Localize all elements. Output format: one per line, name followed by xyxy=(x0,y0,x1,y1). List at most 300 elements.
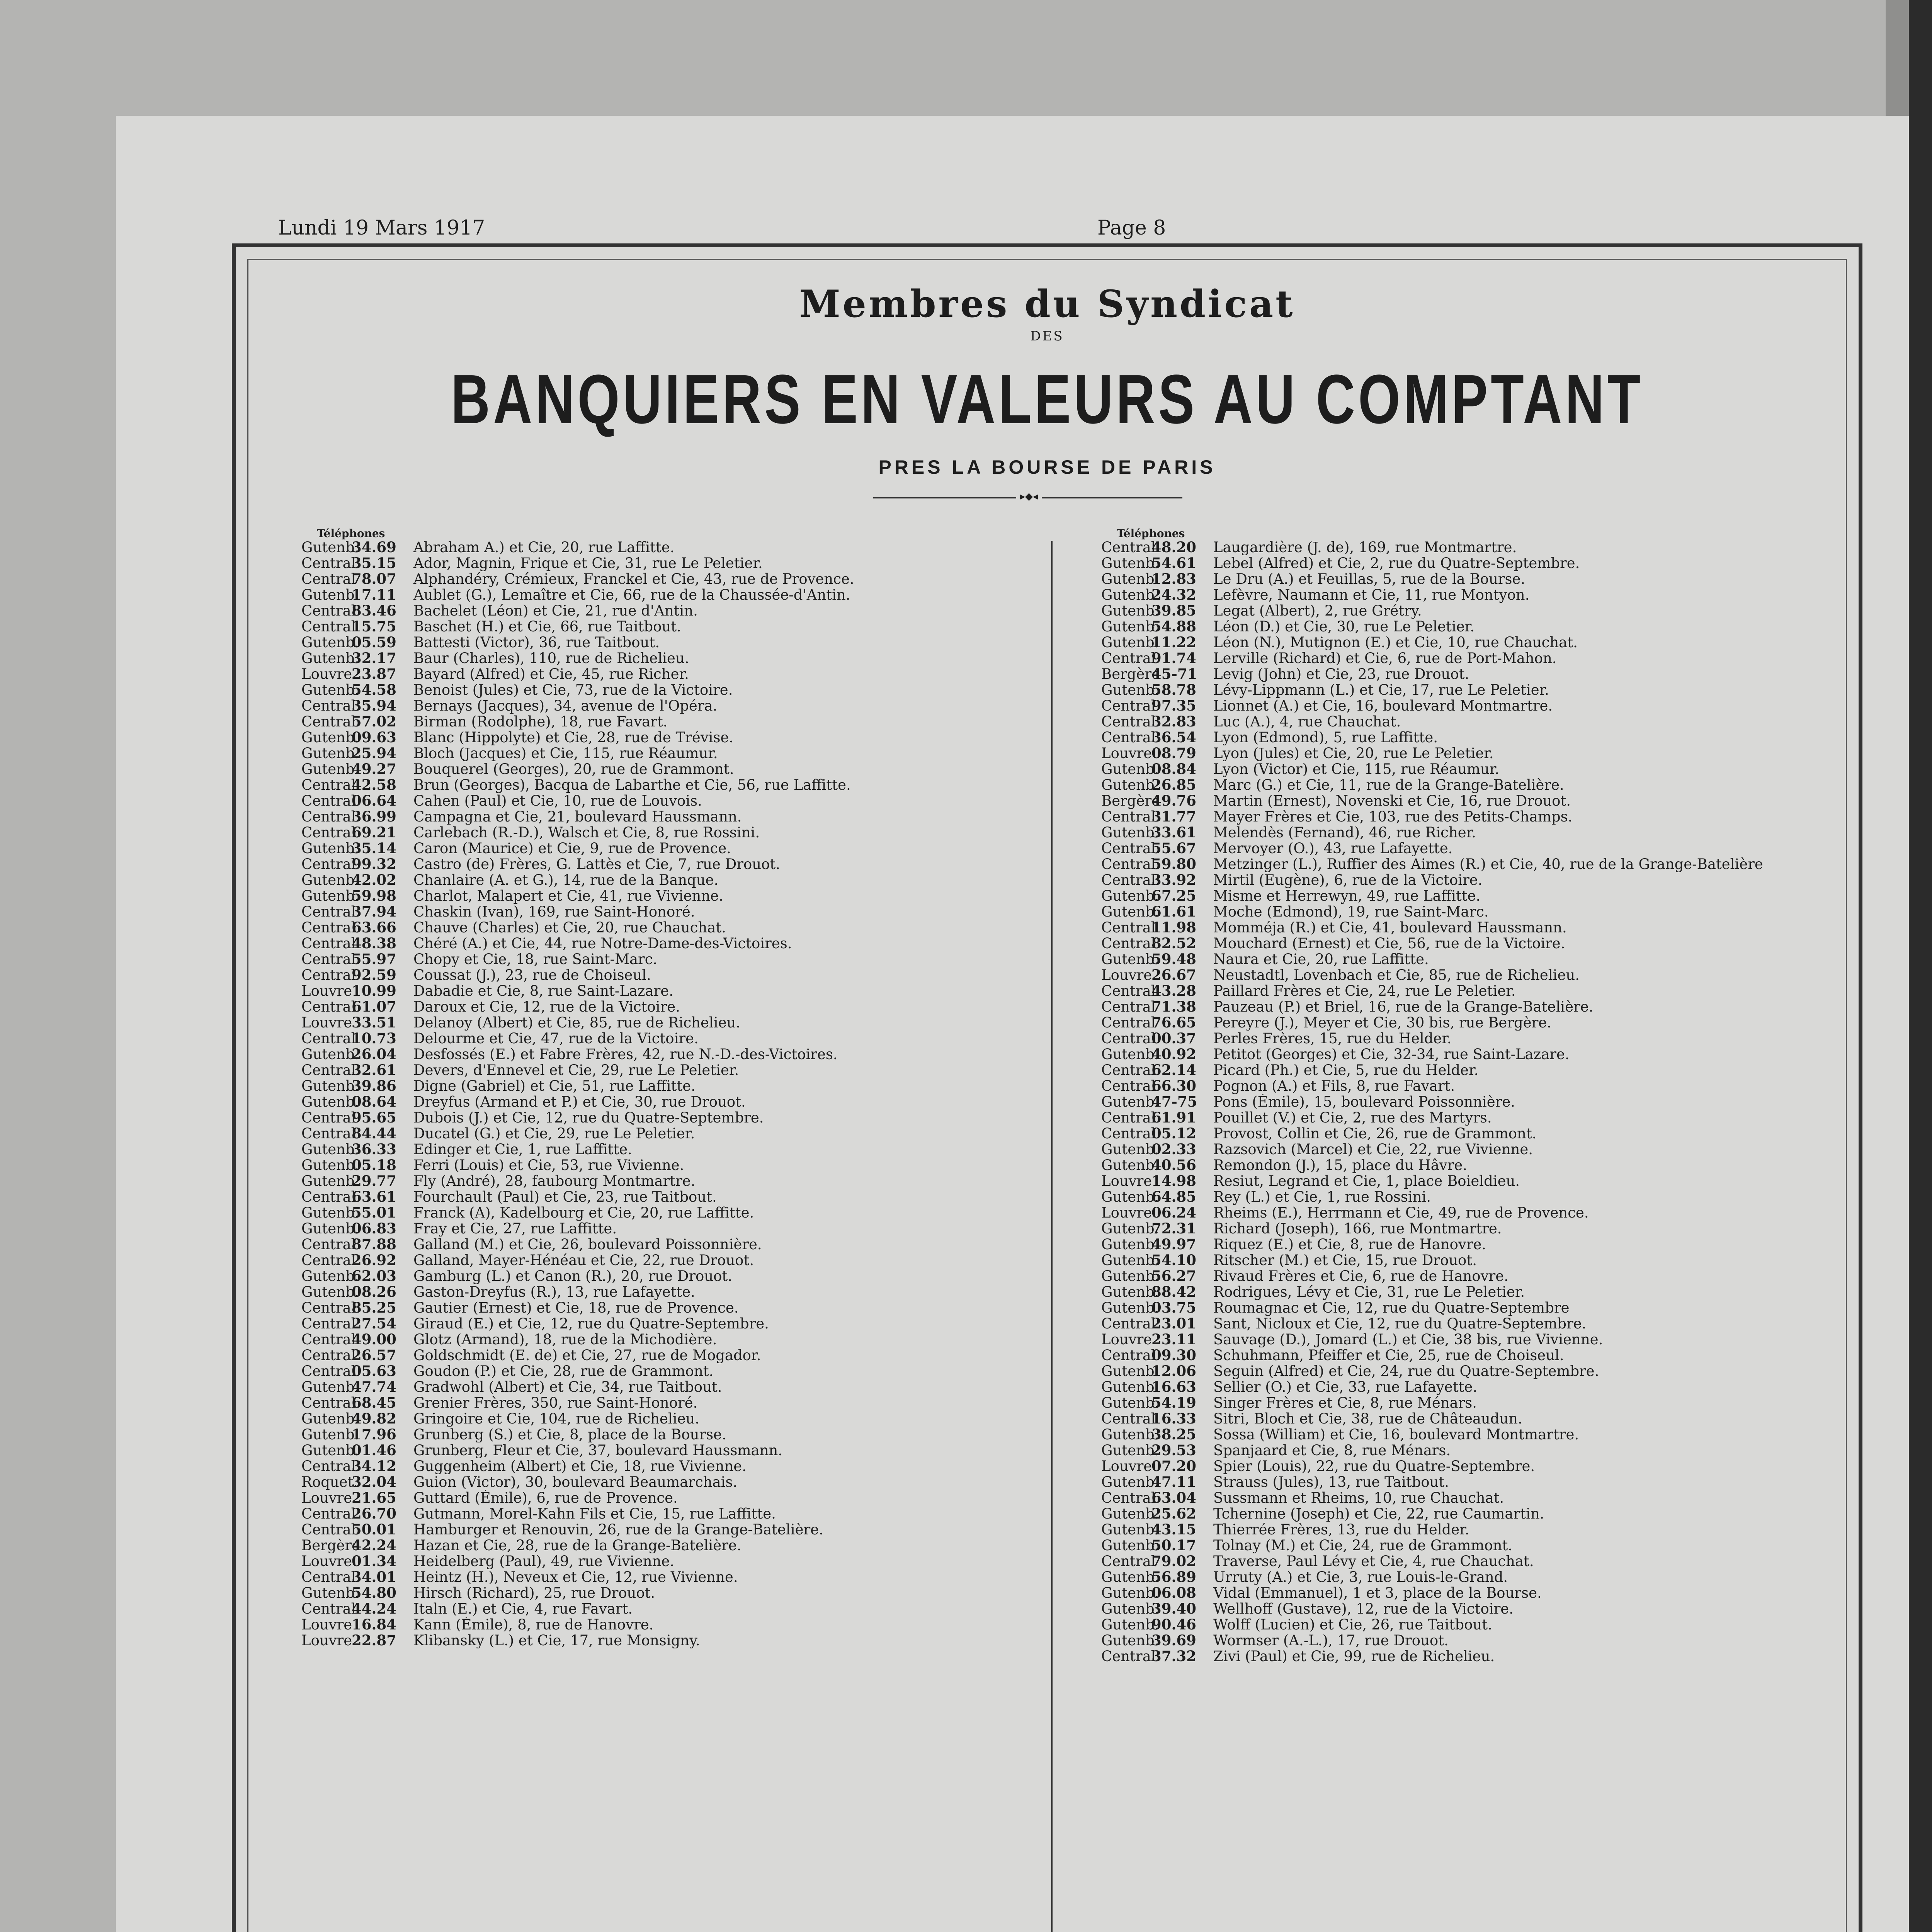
member-row xyxy=(301,619,1036,634)
member-row xyxy=(301,1474,1036,1490)
member-name: Sauvage (D.), Jomard (L.) et Cie, 38 bis, rue Vivienne. xyxy=(1213,1332,1603,1347)
member-exchange: Gutenb. xyxy=(1101,1157,1159,1173)
member-exchange: Bergère xyxy=(1101,666,1160,682)
member-name: Baur (Charles), 110, rue de Richelieu. xyxy=(413,650,689,666)
member-exchange: Gutenb. xyxy=(301,1205,359,1221)
member-phone: 49.27 xyxy=(352,761,396,777)
member-row xyxy=(301,1078,1036,1094)
member-phone: 40.92 xyxy=(1151,1046,1196,1062)
member-name: Fourchault (Paul) et Cie, 23, rue Taitbout. xyxy=(413,1189,717,1205)
member-phone: 78.07 xyxy=(352,571,396,587)
member-name: Seguin (Alfred) et Cie, 24, rue du Quatre-Septembre. xyxy=(1213,1363,1599,1379)
telephones-label-right: Téléphones xyxy=(1117,527,1185,540)
member-phone: 03.75 xyxy=(1151,1300,1196,1316)
member-phone: 58.78 xyxy=(1151,682,1196,698)
member-phone: 54.80 xyxy=(352,1585,396,1601)
member-name: Tolnay (M.) et Cie, 24, rue de Grammont. xyxy=(1213,1537,1513,1553)
member-phone: 49.76 xyxy=(1151,793,1196,809)
member-row xyxy=(301,539,1036,555)
member-row xyxy=(1101,730,1835,745)
member-name: Mirtil (Eugène), 6, rue de la Victoire. xyxy=(1213,872,1483,888)
member-name: Vidal (Emmanuel), 1 et 3, place de la Bourse. xyxy=(1213,1585,1542,1601)
member-name: Neustadtl, Lovenbach et Cie, 85, rue de Richelieu. xyxy=(1213,967,1580,983)
member-row xyxy=(301,872,1036,888)
member-name: Lyon (Victor) et Cie, 115, rue Réaumur. xyxy=(1213,761,1500,777)
member-row xyxy=(1101,1411,1835,1427)
member-name: Giraud (E.) et Cie, 12, rue du Quatre-Septembre. xyxy=(413,1316,769,1332)
member-phone: 43.15 xyxy=(1151,1522,1196,1537)
member-row xyxy=(301,1126,1036,1141)
member-name: Ducatel (G.) et Cie, 29, rue Le Peletier. xyxy=(413,1126,695,1141)
member-phone: 97.35 xyxy=(1151,698,1196,714)
member-row xyxy=(301,1094,1036,1110)
newspaper-page xyxy=(116,116,1909,1932)
member-phone: 08.79 xyxy=(1151,745,1196,761)
member-name: Zivi (Paul) et Cie, 99, rue de Richelieu. xyxy=(1213,1648,1495,1664)
member-exchange: Central xyxy=(1101,1015,1156,1031)
member-exchange: Central xyxy=(301,1601,356,1617)
member-phone: 37.32 xyxy=(1151,1648,1196,1664)
member-exchange: Gutenb. xyxy=(1101,1046,1159,1062)
member-row xyxy=(1101,1157,1835,1173)
member-name: Galland, Mayer-Hénéau et Cie, 22, rue Drouot. xyxy=(413,1252,754,1268)
member-exchange: Central xyxy=(1101,1062,1156,1078)
member-exchange: Central xyxy=(1101,1411,1156,1427)
member-phone: 56.27 xyxy=(1151,1268,1196,1284)
member-name: Hirsch (Richard), 25, rue Drouot. xyxy=(413,1585,655,1601)
member-row xyxy=(1101,603,1835,619)
member-name: Lyon (Edmond), 5, rue Laffitte. xyxy=(1213,730,1438,745)
member-phone: 33.61 xyxy=(1151,825,1196,840)
member-name: Goldschmidt (E. de) et Cie, 27, rue de Mogador. xyxy=(413,1347,761,1363)
member-phone: 24.32 xyxy=(1151,587,1196,603)
member-name: Rey (L.) et Cie, 1, rue Rossini. xyxy=(1213,1189,1431,1205)
member-phone: 33.92 xyxy=(1151,872,1196,888)
member-phone: 39.85 xyxy=(1151,603,1196,619)
member-row xyxy=(1101,1442,1835,1458)
members-column-left xyxy=(301,526,1036,1648)
member-row xyxy=(1101,634,1835,650)
member-name: Lebel (Alfred) et Cie, 2, rue du Quatre-Septembre. xyxy=(1213,555,1580,571)
title-ornament xyxy=(873,491,1182,502)
member-phone: 14.98 xyxy=(1151,1173,1196,1189)
member-phone: 54.19 xyxy=(1151,1395,1196,1411)
member-exchange: Gutenb. xyxy=(301,1173,359,1189)
member-exchange: Central xyxy=(1101,1031,1156,1046)
member-exchange: Central xyxy=(301,856,356,872)
member-exchange: Gutenb. xyxy=(1101,1363,1159,1379)
member-row xyxy=(301,761,1036,777)
member-row xyxy=(1101,1110,1835,1126)
member-row xyxy=(1101,1395,1835,1411)
member-row xyxy=(301,1395,1036,1411)
member-name: Bachelet (Léon) et Cie, 21, rue d'Antin. xyxy=(413,603,698,619)
member-name: Guttard (Émile), 6, rue de Provence. xyxy=(413,1490,678,1506)
member-exchange: Central xyxy=(1101,1648,1156,1664)
member-exchange: Louvre xyxy=(301,1553,352,1569)
member-name: Hazan et Cie, 28, rue de la Grange-Batelière. xyxy=(413,1537,742,1553)
member-exchange: Gutenb. xyxy=(1101,619,1159,634)
member-phone: 47.11 xyxy=(1151,1474,1196,1490)
member-name: Italn (E.) et Cie, 4, rue Favart. xyxy=(413,1601,633,1617)
member-exchange: Central xyxy=(1101,730,1156,745)
member-name: Dubois (J.) et Cie, 12, rue du Quatre-Septembre. xyxy=(413,1110,764,1126)
member-exchange: Central xyxy=(301,809,356,825)
member-phone: 82.52 xyxy=(1151,935,1196,951)
member-phone: 99.32 xyxy=(352,856,396,872)
member-row xyxy=(301,634,1036,650)
member-row xyxy=(1101,888,1835,904)
member-exchange: Gutenb. xyxy=(1101,1522,1159,1537)
member-phone: 62.03 xyxy=(352,1268,396,1284)
member-name: Moche (Edmond), 19, rue Saint-Marc. xyxy=(1213,904,1489,920)
member-row xyxy=(301,1490,1036,1506)
member-exchange: Gutenb. xyxy=(1101,1506,1159,1522)
member-name: Daroux et Cie, 12, rue de la Victoire. xyxy=(413,999,680,1015)
member-name: Chaskin (Ivan), 169, rue Saint-Honoré. xyxy=(413,904,695,920)
member-row xyxy=(301,1411,1036,1427)
member-name: Urruty (A.) et Cie, 3, rue Louis-le-Grand. xyxy=(1213,1569,1508,1585)
member-row xyxy=(1101,650,1835,666)
member-exchange: Central xyxy=(301,571,356,587)
member-exchange: Central xyxy=(301,951,356,967)
member-phone: 50.17 xyxy=(1151,1537,1196,1553)
member-name: Léon (N.), Mutignon (E.) et Cie, 10, rue Chauchat. xyxy=(1213,634,1578,650)
member-exchange: Central xyxy=(1101,1078,1156,1094)
member-row xyxy=(1101,1062,1835,1078)
member-phone: 26.92 xyxy=(352,1252,396,1268)
member-row xyxy=(1101,1458,1835,1474)
member-name: Gautier (Ernest) et Cie, 18, rue de Provence. xyxy=(413,1300,739,1316)
member-name: Spier (Louis), 22, rue du Quatre-Septembre. xyxy=(1213,1458,1535,1474)
member-row xyxy=(1101,682,1835,698)
member-row xyxy=(1101,1126,1835,1141)
member-row xyxy=(301,1506,1036,1522)
telephones-label-left: Téléphones xyxy=(317,527,385,540)
member-exchange: Central xyxy=(301,793,356,809)
member-phone: 68.45 xyxy=(352,1395,396,1411)
member-name: Léon (D.) et Cie, 30, rue Le Peletier. xyxy=(1213,619,1475,634)
member-exchange: Gutenb. xyxy=(1101,1236,1159,1252)
member-name: Levig (John) et Cie, 23, rue Drouot. xyxy=(1213,666,1469,682)
member-exchange: Central xyxy=(301,1062,356,1078)
member-phone: 12.06 xyxy=(1151,1363,1196,1379)
member-exchange: Central xyxy=(301,1347,356,1363)
member-name: Aublet (G.), Lemaître et Cie, 66, rue de la Chaussée-d'Antin. xyxy=(413,587,850,603)
member-exchange: Central xyxy=(301,904,356,920)
member-row xyxy=(301,1015,1036,1031)
member-exchange: Gutenb. xyxy=(1101,1221,1159,1236)
member-row xyxy=(301,1189,1036,1205)
member-exchange: Gutenb. xyxy=(301,1284,359,1300)
member-name: Battesti (Victor), 36, rue Taitbout. xyxy=(413,634,660,650)
member-phone: 88.42 xyxy=(1151,1284,1196,1300)
member-name: Rivaud Frères et Cie, 6, rue de Hanovre. xyxy=(1213,1268,1509,1284)
member-name: Alphandéry, Crémieux, Franckel et Cie, 43, rue de Provence. xyxy=(413,571,854,587)
member-exchange: Gutenb. xyxy=(301,634,359,650)
member-exchange: Central xyxy=(301,825,356,840)
member-row xyxy=(301,920,1036,935)
member-name: Ritscher (M.) et Cie, 15, rue Drouot. xyxy=(1213,1252,1477,1268)
member-exchange: Central xyxy=(1101,698,1156,714)
member-phone: 38.25 xyxy=(1151,1427,1196,1442)
member-exchange: Gutenb. xyxy=(301,1427,359,1442)
member-phone: 92.59 xyxy=(352,967,396,983)
member-name: Abraham A.) et Cie, 20, rue Laffitte. xyxy=(413,539,675,555)
member-name: Grenier Frères, 350, rue Saint-Honoré. xyxy=(413,1395,698,1411)
member-row xyxy=(1101,1617,1835,1633)
member-exchange: Central xyxy=(301,777,356,793)
member-row xyxy=(301,935,1036,951)
member-phone: 79.02 xyxy=(1151,1553,1196,1569)
member-row xyxy=(1101,1031,1835,1046)
member-exchange: Gutenb. xyxy=(1101,1427,1159,1442)
member-name: Heidelberg (Paul), 49, rue Vivienne. xyxy=(413,1553,675,1569)
member-exchange: Gutenb. xyxy=(301,1379,359,1395)
member-name: Gradwohl (Albert) et Cie, 34, rue Taitbout. xyxy=(413,1379,722,1395)
member-phone: 26.85 xyxy=(1151,777,1196,793)
member-exchange: Central xyxy=(301,1300,356,1316)
member-phone: 32.83 xyxy=(1151,714,1196,730)
member-name: Sitri, Bloch et Cie, 38, rue de Châteaudun. xyxy=(1213,1411,1522,1427)
member-exchange: Gutenb. xyxy=(301,587,359,603)
member-row xyxy=(1101,1633,1835,1648)
member-exchange: Central xyxy=(301,1569,356,1585)
member-row xyxy=(1101,1537,1835,1553)
member-phone: 54.10 xyxy=(1151,1252,1196,1268)
member-row xyxy=(301,1332,1036,1347)
member-exchange: Louvre xyxy=(301,1633,352,1648)
member-name: Remondon (J.), 15, place du Hâvre. xyxy=(1213,1157,1468,1173)
member-phone: 10.99 xyxy=(352,983,396,999)
member-name: Gringoire et Cie, 104, rue de Richelieu. xyxy=(413,1411,700,1427)
member-phone: 55.97 xyxy=(352,951,396,967)
member-phone: 08.64 xyxy=(352,1094,396,1110)
member-row xyxy=(301,714,1036,730)
member-phone: 26.67 xyxy=(1151,967,1196,983)
member-name: Picard (Ph.) et Cie, 5, rue du Helder. xyxy=(1213,1062,1479,1078)
member-row xyxy=(1101,1506,1835,1522)
member-name: Pauzeau (P.) et Briel, 16, rue de la Grange-Batelière. xyxy=(1213,999,1594,1015)
member-row xyxy=(301,730,1036,745)
member-exchange: Central xyxy=(1101,650,1156,666)
member-phone: 16.63 xyxy=(1151,1379,1196,1395)
member-exchange: Central xyxy=(301,1252,356,1268)
member-phone: 36.99 xyxy=(352,809,396,825)
member-row xyxy=(1101,920,1835,935)
member-row xyxy=(1101,1094,1835,1110)
member-exchange: Gutenb. xyxy=(1101,1268,1159,1284)
member-exchange: Gutenb. xyxy=(301,872,359,888)
member-name: Tchernine (Joseph) et Cie, 22, rue Caumartin. xyxy=(1213,1506,1544,1522)
member-phone: 39.40 xyxy=(1151,1601,1196,1617)
member-row xyxy=(301,983,1036,999)
member-name: Martin (Ernest), Novenski et Cie, 16, rue Drouot. xyxy=(1213,793,1571,809)
member-exchange: Gutenb. xyxy=(1101,682,1159,698)
member-name: Carlebach (R.-D.), Walsch et Cie, 8, rue Rossini. xyxy=(413,825,760,840)
member-phone: 84.44 xyxy=(352,1126,396,1141)
member-name: Metzinger (L.), Ruffier des Aimes (R.) et Cie, 40, rue de la Grange-Batelière xyxy=(1213,856,1763,872)
member-name: Mouchard (Ernest) et Cie, 56, rue de la Victoire. xyxy=(1213,935,1565,951)
members-list-left xyxy=(301,539,1036,1648)
member-exchange: Central xyxy=(1101,1110,1156,1126)
member-name: Pons (Émile), 15, boulevard Poissonnière. xyxy=(1213,1094,1515,1110)
member-exchange: Gutenb. xyxy=(1101,1537,1159,1553)
member-row xyxy=(1101,1252,1835,1268)
member-phone: 02.33 xyxy=(1151,1141,1196,1157)
member-exchange: Central xyxy=(1101,1553,1156,1569)
member-phone: 21.65 xyxy=(352,1490,396,1506)
member-phone: 64.85 xyxy=(1151,1189,1196,1205)
member-name: Pereyre (J.), Meyer et Cie, 30 bis, rue Bergère. xyxy=(1213,1015,1551,1031)
member-phone: 56.89 xyxy=(1151,1569,1196,1585)
member-name: Sossa (William) et Cie, 16, boulevard Montmartre. xyxy=(1213,1427,1579,1442)
member-row xyxy=(301,793,1036,809)
member-row xyxy=(1101,1284,1835,1300)
member-name: Dreyfus (Armand et P.) et Cie, 30, rue Drouot. xyxy=(413,1094,746,1110)
member-row xyxy=(301,1046,1036,1062)
member-phone: 07.20 xyxy=(1151,1458,1196,1474)
member-row xyxy=(1101,1078,1835,1094)
member-name: Chanlaire (A. et G.), 14, rue de la Banque. xyxy=(413,872,719,888)
member-phone: 54.58 xyxy=(352,682,396,698)
member-exchange: Gutenb. xyxy=(1101,1379,1159,1395)
member-name: Brun (Georges), Bacqua de Labarthe et Cie, 56, rue Laffitte. xyxy=(413,777,851,793)
member-row xyxy=(301,1141,1036,1157)
member-name: Resiut, Legrand et Cie, 1, place Boieldieu. xyxy=(1213,1173,1520,1189)
member-row xyxy=(1101,571,1835,587)
member-name: Rodrigues, Lévy et Cie, 31, rue Le Peletier. xyxy=(1213,1284,1525,1300)
member-row xyxy=(301,1157,1036,1173)
member-phone: 57.02 xyxy=(352,714,396,730)
member-exchange: Central xyxy=(301,1189,356,1205)
member-row xyxy=(1101,951,1835,967)
member-exchange: Louvre xyxy=(1101,1458,1152,1474)
member-row xyxy=(301,904,1036,920)
member-exchange: Central xyxy=(301,1506,356,1522)
member-exchange: Gutenb. xyxy=(1101,1617,1159,1633)
member-name: Digne (Gabriel) et Cie, 51, rue Laffitte. xyxy=(413,1078,696,1094)
member-name: Fray et Cie, 27, rue Laffitte. xyxy=(413,1221,617,1236)
member-name: Guggenheim (Albert) et Cie, 18, rue Vivienne. xyxy=(413,1458,747,1474)
member-phone: 01.46 xyxy=(352,1442,396,1458)
member-row xyxy=(1101,856,1835,872)
member-name: Sellier (O.) et Cie, 33, rue Lafayette. xyxy=(1213,1379,1478,1395)
member-row xyxy=(301,825,1036,840)
header-page: Page 8 xyxy=(1097,216,1166,240)
member-phone: 42.02 xyxy=(352,872,396,888)
member-name: Lerville (Richard) et Cie, 6, rue de Port-Mahon. xyxy=(1213,650,1557,666)
member-row xyxy=(301,603,1036,619)
member-name: Devers, d'Ennevel et Cie, 29, rue Le Peletier. xyxy=(413,1062,739,1078)
member-exchange: Central xyxy=(1101,935,1156,951)
member-phone: 23.87 xyxy=(352,666,396,682)
member-name: Goudon (P.) et Cie, 28, rue de Grammont. xyxy=(413,1363,714,1379)
member-phone: 05.63 xyxy=(352,1363,396,1379)
title-membres: Membres du Syndicat xyxy=(799,282,1295,326)
member-row xyxy=(1101,1046,1835,1062)
member-exchange: Bergère xyxy=(301,1537,360,1553)
member-exchange: Central xyxy=(1101,809,1156,825)
member-row xyxy=(1101,1300,1835,1316)
member-name: Spanjaard et Cie, 8, rue Ménars. xyxy=(1213,1442,1451,1458)
member-phone: 15.75 xyxy=(352,619,396,634)
member-exchange: Gutenb. xyxy=(301,1585,359,1601)
member-phone: 29.77 xyxy=(352,1173,396,1189)
member-exchange: Louvre xyxy=(301,1617,352,1633)
member-exchange: Gutenb. xyxy=(1101,603,1159,619)
member-phone: 61.07 xyxy=(352,999,396,1015)
member-name: Lévy-Lippmann (L.) et Cie, 17, rue Le Peletier. xyxy=(1213,682,1549,698)
member-phone: 23.11 xyxy=(1151,1332,1196,1347)
member-row xyxy=(1101,904,1835,920)
member-row xyxy=(1101,1363,1835,1379)
member-row xyxy=(1101,1268,1835,1284)
member-name: Franck (A), Kadelbourg et Cie, 20, rue Laffitte. xyxy=(413,1205,754,1221)
member-exchange: Central xyxy=(301,555,356,571)
member-phone: 05.18 xyxy=(352,1157,396,1173)
member-name: Cahen (Paul) et Cie, 10, rue de Louvois. xyxy=(413,793,702,809)
member-phone: 09.63 xyxy=(352,730,396,745)
member-phone: 37.94 xyxy=(352,904,396,920)
member-name: Blanc (Hippolyte) et Cie, 28, rue de Trévise. xyxy=(413,730,734,745)
member-name: Strauss (Jules), 13, rue Taitbout. xyxy=(1213,1474,1449,1490)
member-phone: 23.01 xyxy=(1151,1316,1196,1332)
member-exchange: Gutenb. xyxy=(301,745,359,761)
member-exchange: Gutenb. xyxy=(301,888,359,904)
member-phone: 29.53 xyxy=(1151,1442,1196,1458)
member-name: Hamburger et Renouvin, 26, rue de la Grange-Batelière. xyxy=(413,1522,823,1537)
member-phone: 67.25 xyxy=(1151,888,1196,904)
member-exchange: Gutenb. xyxy=(1101,634,1159,650)
member-exchange: Gutenb. xyxy=(1101,825,1159,840)
member-row xyxy=(301,1284,1036,1300)
book-binding xyxy=(1909,0,1932,1932)
member-phone: 44.24 xyxy=(352,1601,396,1617)
member-exchange: Central xyxy=(1101,1490,1156,1506)
member-exchange: Central xyxy=(301,619,356,634)
member-row xyxy=(301,1585,1036,1601)
member-row xyxy=(301,1569,1036,1585)
member-phone: 32.17 xyxy=(352,650,396,666)
member-phone: 59.98 xyxy=(352,888,396,904)
member-row xyxy=(301,777,1036,793)
member-name: Caron (Maurice) et Cie, 9, rue de Provence. xyxy=(413,840,731,856)
member-name: Fly (André), 28, faubourg Montmartre. xyxy=(413,1173,696,1189)
member-exchange: Gutenb. xyxy=(1101,1300,1159,1316)
member-phone: 54.88 xyxy=(1151,619,1196,634)
member-phone: 95.65 xyxy=(352,1110,396,1126)
member-name: Coussat (J.), 23, rue de Choiseul. xyxy=(413,967,651,983)
member-exchange: Gutenb. xyxy=(301,539,359,555)
member-phone: 45-71 xyxy=(1151,666,1197,682)
member-phone: 11.22 xyxy=(1151,634,1196,650)
member-row xyxy=(1101,619,1835,634)
member-phone: 33.51 xyxy=(352,1015,396,1031)
member-name: Sussmann et Rheims, 10, rue Chauchat. xyxy=(1213,1490,1504,1506)
member-phone: 35.94 xyxy=(352,698,396,714)
member-exchange: Gutenb. xyxy=(301,840,359,856)
member-row xyxy=(301,1601,1036,1617)
member-phone: 36.54 xyxy=(1151,730,1196,745)
member-name: Luc (A.), 4, rue Chauchat. xyxy=(1213,714,1401,730)
member-phone: 59.80 xyxy=(1151,856,1196,872)
member-name: Wormser (A.-L.), 17, rue Drouot. xyxy=(1213,1633,1449,1648)
member-exchange: Gutenb. xyxy=(301,1411,359,1427)
member-phone: 49.97 xyxy=(1151,1236,1196,1252)
member-name: Castro (de) Frères, G. Lattès et Cie, 7, rue Drouot. xyxy=(413,856,780,872)
member-exchange: Gutenb. xyxy=(1101,571,1159,587)
